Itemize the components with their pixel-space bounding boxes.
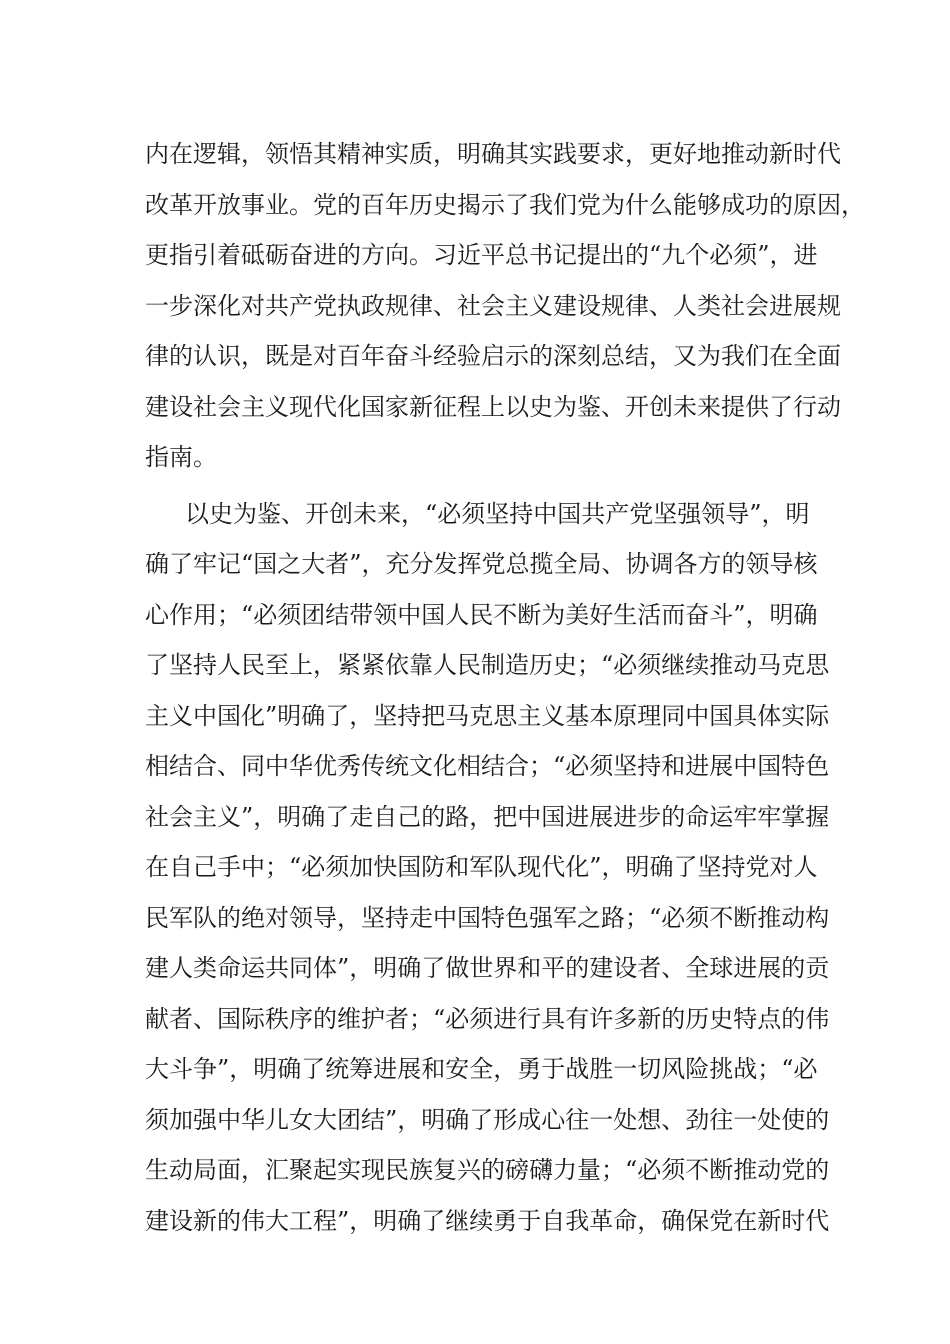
paragraph-line: 律的认识，既是对百年奋斗经验启示的深刻总结，又为我们在全面 [145,342,841,370]
paragraph-line: 以史为鉴、开创未来，“必须坚持中国共产党坚强领导”，明 [185,499,810,528]
paragraph-line: 更指引着砥砺奋进的方向。习近平总书记提出的“九个必须”，进 [145,241,818,269]
paragraph-1 [145,129,865,483]
paragraph-line: 了坚持人民至上，紧紧依靠人民制造历史；“必须继续推动马克思 [145,651,830,679]
paragraph-line: 一步深化对共产党执政规律、社会主义建设规律、人类社会进展规 [145,291,841,320]
paragraph-line: 建人类命运共同体”，明确了做世界和平的建设者、全球进展的贡 [145,954,830,982]
paragraph-line: 生动局面，汇聚起实现民族复兴的磅礴力量；“必须不断推动党的 [145,1156,830,1184]
paragraph-line: 相结合、同中华优秀传统文化相结合；“必须坚持和进展中国特色 [145,752,830,780]
paragraph-line: 建设新的伟大工程”，明确了继续勇于自我革命，确保党在新时代 [145,1206,830,1235]
paragraph-line: 建设社会主义现代化国家新征程上以史为鉴、开创未来提供了行动 [145,392,841,421]
paragraph-line: 大斗争”，明确了统筹进展和安全，勇于战胜一切风险挑战；“必 [145,1055,818,1083]
body-text [145,129,865,1246]
paragraph-line: 主义中国化”明确了，坚持把马克思主义基本原理同中国具体实际 [145,701,830,730]
paragraph-line: 指南。 [145,443,217,471]
paragraph-line: 须加强中华儿女大团结”，明确了形成心往一处想、劲往一处使的 [145,1105,830,1134]
paragraph-2 [145,489,830,1247]
paragraph-line: 内在逻辑，领悟其精神实质，明确其实践要求，更好地推动新时代 [145,140,841,168]
paragraph-line: 献者、国际秩序的维护者；“必须进行具有许多新的历史特点的伟 [145,1004,830,1033]
paragraph-line: 民军队的绝对领导，坚持走中国特色强军之路；“必须不断推动构 [145,903,830,932]
paragraph-line: 改革开放事业。党的百年历史揭示了我们党为什么能够成功的原因， [145,190,865,219]
paragraph-line: 确了牢记“国之大者”，充分发挥党总揽全局、协调各方的领导核 [145,550,818,578]
paragraph-line: 在自己手中；“必须加快国防和军队现代化”，明确了坚持党对人 [145,853,818,881]
paragraph-line: 社会主义”，明确了走自己的路，把中国进展进步的命运牢牢掌握 [145,802,830,831]
paragraph-line: 心作用；“必须团结带领中国人民不断为美好生活而奋斗”，明确 [145,600,818,629]
